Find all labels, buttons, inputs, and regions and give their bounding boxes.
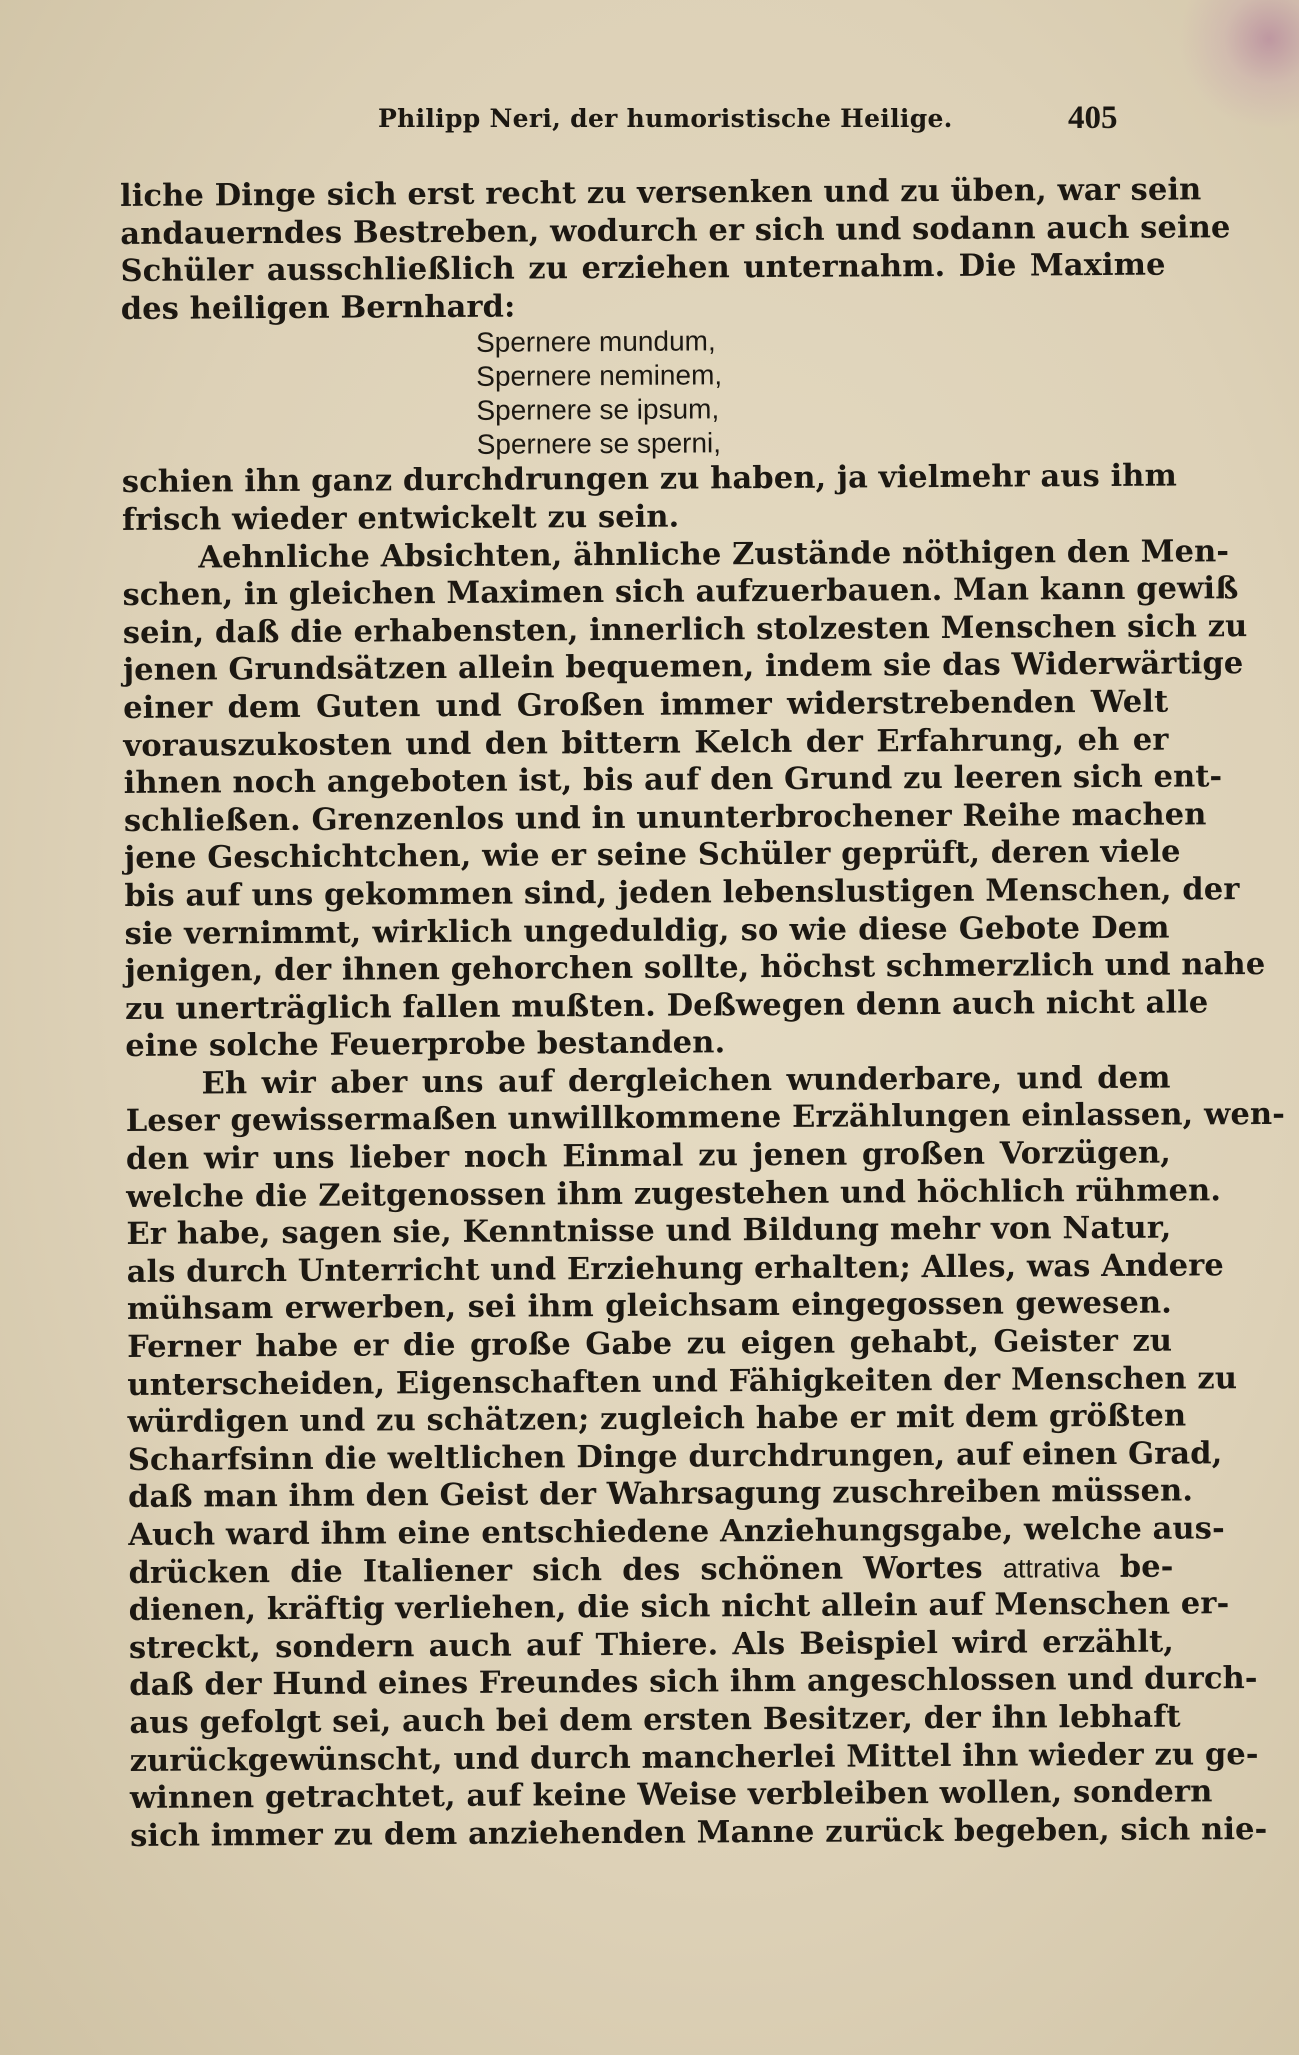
text-line: sie vernimmt, wirklich ungeduldig, so wie diese Gebote Dem	[124, 909, 1170, 952]
verse-line: Spernere se ipsum,	[476, 393, 720, 427]
verse-line: Spernere neminem,	[476, 359, 723, 393]
text-line: sich immer zu dem anziehenden Manne zurück begeben, sich nie-	[130, 1810, 1268, 1854]
text-line: bis auf uns gekommen sind, jeden lebenslustigen Menschen, der	[124, 871, 1240, 914]
text-line: sein, daß die erhabensten, innerlich stolzesten Menschen sich zu	[122, 607, 1248, 651]
text-line: jenigen, der ihnen gehorchen sollte, höchst schmerzlich und nahe	[124, 946, 1266, 990]
text-line: einer dem Guten und Großen immer widerstrebenden Welt	[123, 683, 1169, 726]
text-line: unterscheiden, Eigenschaften und Fähigkeiten der Menschen zu	[127, 1359, 1238, 1403]
text-line: daß man ihm den Geist der Wahrsagung zuschreiben müssen.	[127, 1472, 1194, 1516]
text-line: den wir uns lieber noch Einmal zu jenen großen Vorzügen,	[125, 1134, 1172, 1178]
verse-line: Spernere mundum,	[475, 325, 716, 359]
text-line: Ferner habe er die große Gabe zu eigen gehabt, Geister zu	[127, 1322, 1173, 1366]
text-line: welche die Zeitgenossen ihm zugestehen und höchlich rühmen.	[126, 1171, 1222, 1215]
text-line: zurückgewünscht, und durch mancherlei Mittel ihn wieder zu ge-	[129, 1735, 1259, 1779]
text-line: Auch ward ihm eine entschiedene Anziehungsgabe, welche aus-	[128, 1510, 1225, 1553]
text-line: mühsam erwerben, sei ihm gleichsam eingegossen gewesen.	[126, 1285, 1173, 1328]
text-line: jenen Grundsätzen allein bequemen, indem sie das Widerwärtige	[122, 645, 1244, 689]
latin-word: attrativa	[1002, 1552, 1100, 1584]
text-line: Leser gewissermaßen unwillkommene Erzählungen einlassen, wen-	[125, 1096, 1286, 1140]
text-line: daß der Hund eines Freundes sich ihm angeschlossen und durch-	[129, 1660, 1258, 1704]
running-head: Philipp Neri, der humoristische Heilige.	[378, 104, 953, 133]
text-line: schien ihn ganz durchdrungen zu haben, ja vielmehr aus ihm	[121, 457, 1178, 501]
body-text	[120, 171, 1286, 1856]
text-line: schen, in gleichen Maximen sich aufzuerbauen. Man kann gewiß	[122, 570, 1239, 614]
text-line: liche Dinge sich erst recht zu versenken und zu üben, war sein	[120, 171, 1202, 214]
text-line: vorauszukosten und den bittern Kelch der Erfahrung, eh er	[123, 721, 1169, 764]
text-line: eine solche Feuerprobe bestanden.	[125, 1024, 726, 1065]
text-line: aus gefolgt sei, auch bei dem ersten Besitzer, der ihn lebhaft	[129, 1698, 1181, 1741]
text-line: winnen getrachtet, auf keine Weise verbleiben wollen, sondern	[129, 1773, 1213, 1817]
text-line: als durch Unterricht und Erziehung erhalten; Alles, was Andere	[126, 1247, 1224, 1290]
text-line: ihnen noch angeboten ist, bis auf den Grund zu leeren sich ent-	[123, 758, 1223, 802]
text-line: Eh wir aber uns auf dergleichen wunderbare, und dem	[201, 1059, 1171, 1102]
text-line: des heiligen Bernhard:	[120, 288, 516, 327]
ink-stain	[1179, 0, 1299, 130]
verse-line: Spernere se sperni,	[476, 427, 722, 461]
text-line: andauerndes Bestreben, wodurch er sich und sodann auch seine	[120, 208, 1231, 252]
text-line: Er habe, sagen sie, Kenntnisse und Bildung mehr von Natur,	[126, 1209, 1172, 1253]
text-line: frisch wieder entwickelt zu sein.	[121, 498, 680, 538]
text-line	[128, 1548, 1173, 1592]
page-number: 405	[1068, 100, 1118, 136]
text-fragment: drücken die Italiener sich des schönen Wortes	[128, 1549, 983, 1591]
text-line: zu unerträglich fallen mußten. Deßwegen denn auch nicht alle	[124, 984, 1209, 1027]
text-line: dienen, kräftig verliehen, die sich nicht allein auf Menschen er-	[128, 1585, 1230, 1629]
text-line: schließen. Grenzenlos und in ununterbrochener Reihe machen	[123, 796, 1207, 839]
text-fragment: be-	[1119, 1548, 1174, 1585]
text-line: Scharfsinn die weltlichen Dinge durchdrungen, auf einen Grad,	[127, 1435, 1223, 1478]
text-line: würdigen und zu schätzen; zugleich habe er mit dem größten	[127, 1397, 1187, 1441]
text-line: Aehnliche Absichten, ähnliche Zustände nöthigen den Men-	[198, 532, 1230, 576]
text-line: jene Geschichtchen, wie er seine Schüler geprüft, deren viele	[124, 833, 1181, 877]
text-line: streckt, sondern auch auf Thiere. Als Beispiel wird erzählt,	[128, 1623, 1175, 1666]
text-line: Schüler ausschließlich zu erziehen unternahm. Die Maxime	[120, 246, 1166, 290]
